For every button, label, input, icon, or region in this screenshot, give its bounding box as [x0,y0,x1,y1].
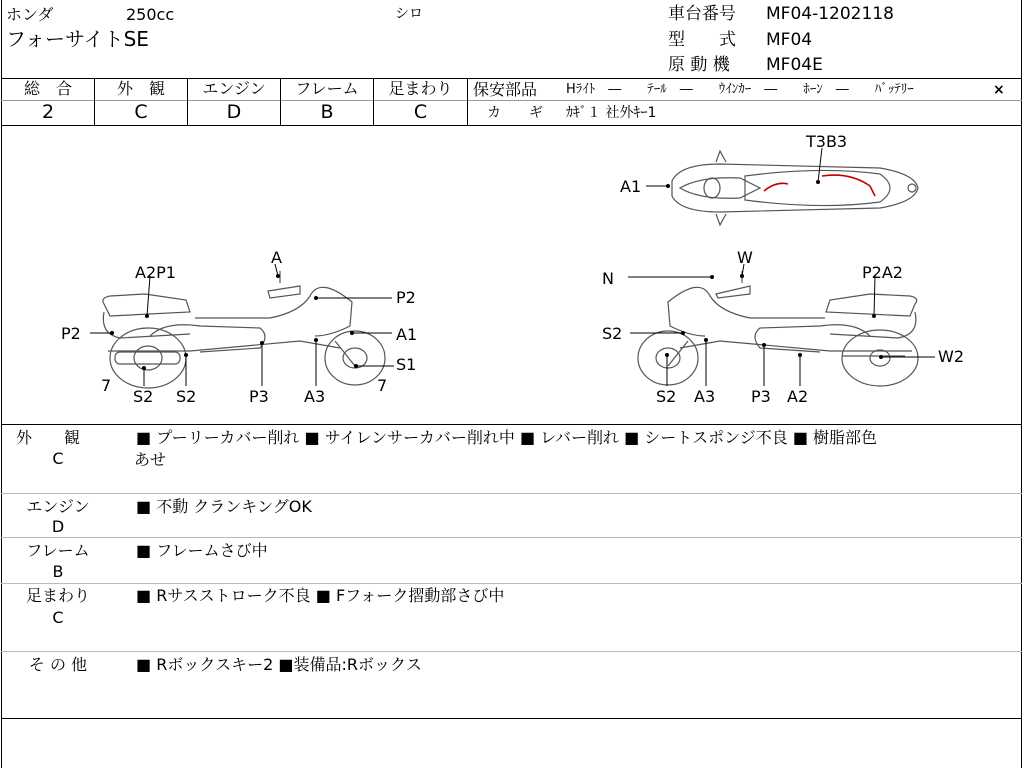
label-right-w: W [737,248,753,267]
label-right-p3: P3 [751,387,771,406]
label-left-s2a: S2 [133,387,154,406]
bike-right-view [638,271,918,386]
label-right-s2b: S2 [656,387,677,406]
model-name: フォーサイトSE [6,27,149,51]
label-left-7a: 7 [101,376,112,395]
bike-top-view [672,151,918,225]
label-right-s2: S2 [602,324,623,343]
frame-no: MF04-1202118 [766,4,894,24]
grade-total-label: 総 合 [23,79,72,98]
label-left-p3: P3 [249,387,269,406]
label-right-a2: A2 [787,387,809,406]
type-value: MF04 [766,30,813,50]
safety-items: Hﾗｲﾄ ― ﾃｰﾙ ― ｳｲﾝｶｰ ― ﾎｰﾝ ― ﾊﾞｯﾃﾘｰ [566,82,914,97]
safety-label: 保安部品 [473,80,538,99]
note-frame-grade: B [52,562,64,581]
note-frame-label: フレーム [26,541,90,560]
bike-left-view [103,271,385,388]
label-left-p2-left: P2 [61,324,81,343]
note-exterior-text2: あせ [134,450,167,469]
type-label: 型 式 [668,30,736,50]
note-exterior-grade: C [52,449,64,468]
grade-exterior-label: 外 観 [116,79,165,98]
battery-mark: × [993,82,1005,98]
label-left-a: A [271,248,282,267]
label-left-s1: S1 [396,355,417,374]
grade-engine-label: エンジン [202,79,266,98]
label-left-a2p1: A2P1 [135,263,176,282]
label-left-p2-top: P2 [396,288,416,307]
grade-suspension-label: 足まわり [388,79,453,98]
color: シロ [395,6,423,22]
note-exterior-text: ■ プーリーカバー削れ ■ サイレンサーカバー削れ中 ■ レバー削れ ■ シートスポンジ不良 ■ 樹脂部色 [136,428,878,447]
grade-frame-value: B [320,101,334,123]
grade-total-value: 2 [41,101,55,123]
maker: ホンダ [6,5,54,24]
note-frame-text: ■ フレームさび中 [136,541,268,560]
label-right-w2: W2 [938,347,964,366]
grade-engine-value: D [226,101,242,123]
engine-label: 原 動 機 [668,55,730,75]
label-right-p2a2: P2A2 [862,263,903,282]
key-label: カ ギ [487,105,543,121]
note-engine-label: エンジン [26,497,90,516]
label-left-s2b: S2 [176,387,197,406]
key-value: ｶｷﾞ１ 社外ｷｰ1 [566,105,657,121]
note-suspension-grade: C [52,608,64,627]
note-suspension-text: ■ Rサスストローク不良 ■ Fフォーク摺動部さび中 [136,586,505,605]
note-engine-grade: D [51,517,65,536]
label-left-a1: A1 [396,325,418,344]
note-exterior-label: 外 観 [15,428,80,447]
note-other-text: ■ Rボックスキー2 ■装備品:Rボックス [136,655,422,674]
label-right-a3: A3 [694,387,716,406]
label-left-a3: A3 [304,387,326,406]
note-engine-text: ■ 不動 クランキングOK [136,497,312,516]
grade-frame-label: フレーム [295,79,359,98]
label-right-n: N [602,269,614,288]
engine-value: MF04E [766,55,823,75]
label-top-t3b3: T3B3 [806,132,848,151]
label-left-7b: 7 [377,376,388,395]
grade-exterior-value: C [134,101,148,123]
grade-suspension-value: C [413,101,428,123]
displacement: 250cc [126,5,175,24]
label-top-a1: A1 [620,177,642,196]
frame-no-label: 車台番号 [668,4,736,24]
note-other-label: そ の 他 [28,655,88,674]
note-suspension-label: 足まわり [25,586,90,605]
